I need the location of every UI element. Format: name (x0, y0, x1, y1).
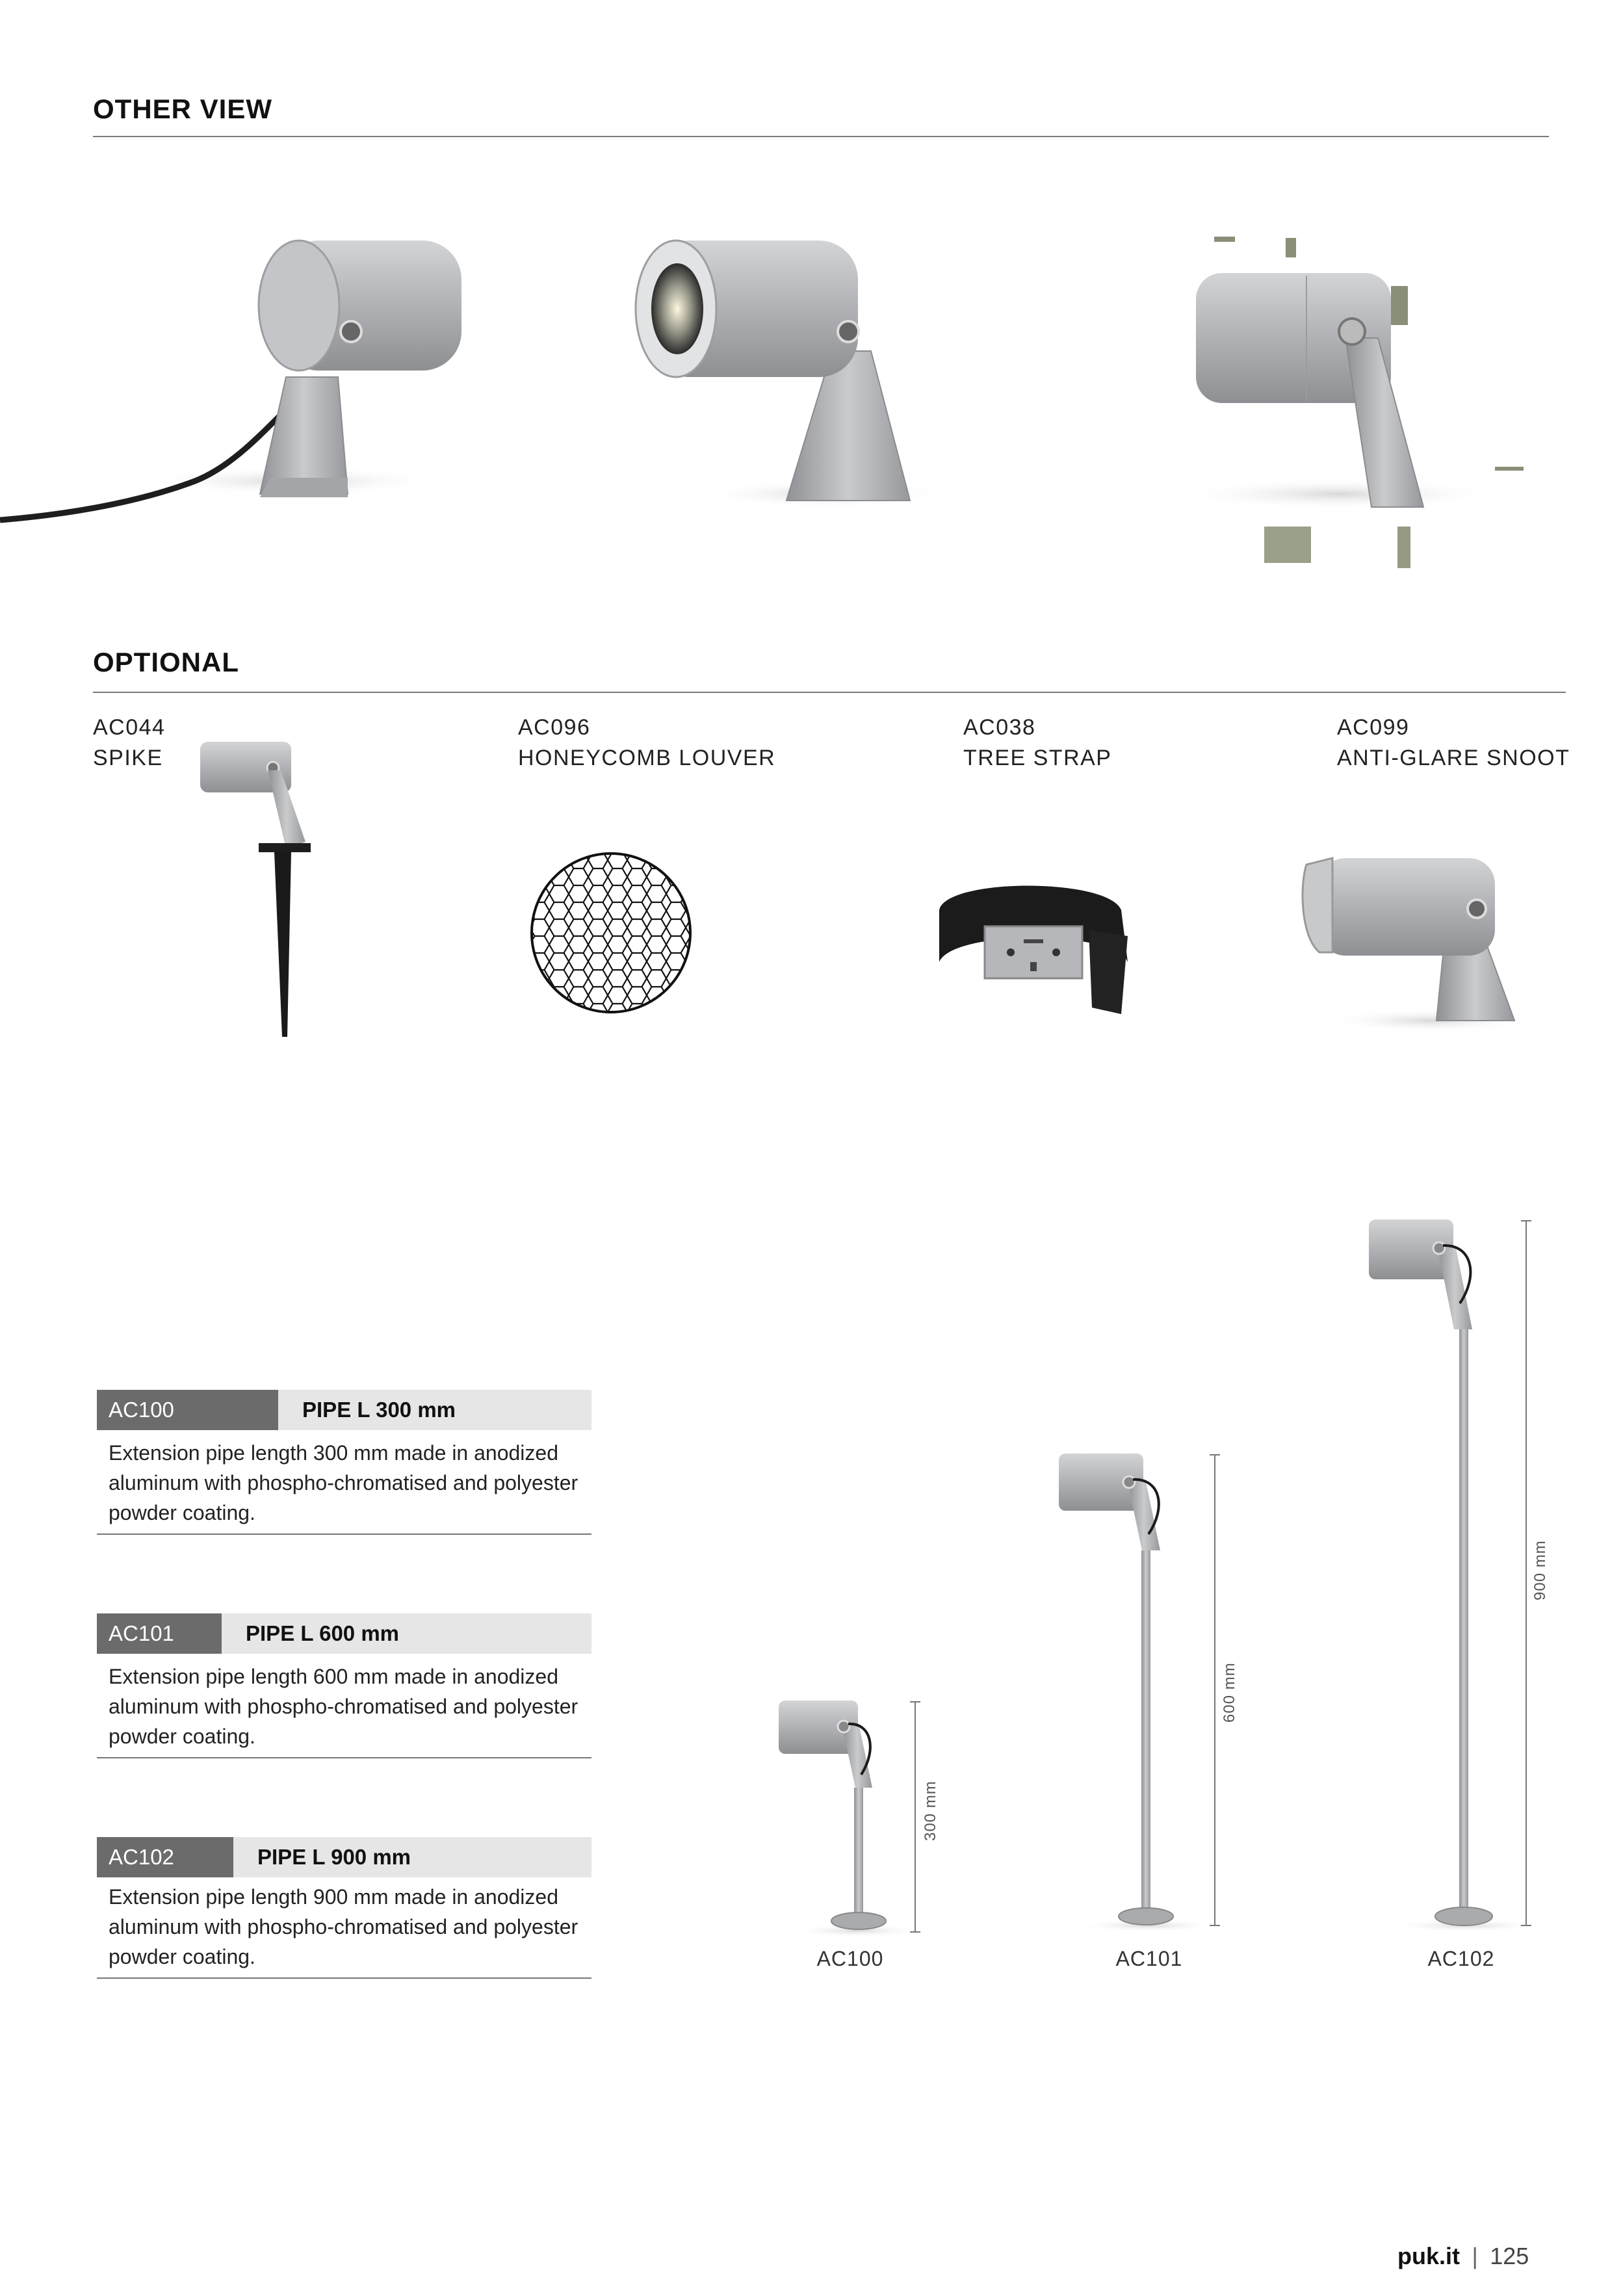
tree-strap-icon (926, 865, 1141, 1021)
caption-ac101: AC101 (1115, 1947, 1183, 1970)
optional-item-anti-glare-snoot (1337, 715, 1570, 771)
spec-description: Extension pipe length 600 mm made in anodized aluminum with phospho-chromatised and polyester powder coating. (109, 1665, 578, 1748)
spec-divider (97, 1533, 591, 1535)
spike-icon (195, 738, 325, 1050)
dimension-900: 900 mm (1531, 1540, 1549, 1600)
spec-code: AC100 (97, 1390, 278, 1430)
spec-divider (97, 1977, 591, 1979)
anti-glare-snoot-icon (1293, 845, 1540, 1047)
spec-title: PIPE L 300 mm (302, 1398, 456, 1422)
spec-header-ac101 (97, 1613, 591, 1654)
other-view-heading: OTHER VIEW (93, 94, 273, 124)
footer-separator: | (1472, 2243, 1478, 2269)
caption-ac102: AC102 (1427, 1947, 1495, 1970)
spec-title: PIPE L 600 mm (246, 1621, 400, 1645)
item-name: SPIKE (93, 746, 163, 770)
optional-divider (93, 692, 1566, 693)
pipe-600-image (1056, 1450, 1225, 1931)
item-code: AC096 (518, 715, 591, 740)
footer (1397, 2243, 1529, 2270)
spotlight-rear-view-image (1131, 221, 1586, 585)
spotlight-front-view-image (624, 221, 949, 533)
item-name: TREE STRAP (963, 746, 1112, 770)
footer-brand: puk.it (1397, 2243, 1460, 2269)
optional-item-honeycomb-louver (518, 715, 775, 771)
honeycomb-louver-icon (530, 852, 692, 1014)
spec-code: AC102 (97, 1837, 233, 1877)
item-name: ANTI-GLARE SNOOT (1337, 746, 1570, 770)
spec-code: AC101 (97, 1613, 222, 1654)
spotlight-side-view-image (0, 221, 494, 533)
spec-description: Extension pipe length 300 mm made in anodized aluminum with phospho-chromatised and polyester powder coating. (109, 1441, 578, 1524)
spec-header-ac102 (97, 1837, 591, 1877)
spec-divider (97, 1757, 591, 1758)
pipe-900-image (1365, 1216, 1547, 1931)
dimension-300: 300 mm (922, 1781, 939, 1841)
spec-title: PIPE L 900 mm (257, 1845, 411, 1869)
item-name: HONEYCOMB LOUVER (518, 746, 776, 770)
item-code: AC044 (93, 715, 166, 740)
other-view-divider (93, 136, 1549, 137)
item-code: AC099 (1337, 715, 1410, 740)
optional-heading: OPTIONAL (93, 647, 239, 677)
dimension-600: 600 mm (1221, 1662, 1238, 1723)
page-number: 125 (1490, 2243, 1529, 2269)
optional-item-tree-strap (963, 715, 1111, 771)
spec-description: Extension pipe length 900 mm made in anodized aluminum with phospho-chromatised and polyester powder coating. (109, 1885, 578, 1968)
spec-header-ac100 (97, 1390, 591, 1430)
optional-item-spike (93, 715, 165, 771)
pipe-300-image (773, 1690, 942, 1937)
caption-ac100: AC100 (816, 1947, 884, 1970)
item-code: AC038 (963, 715, 1036, 740)
